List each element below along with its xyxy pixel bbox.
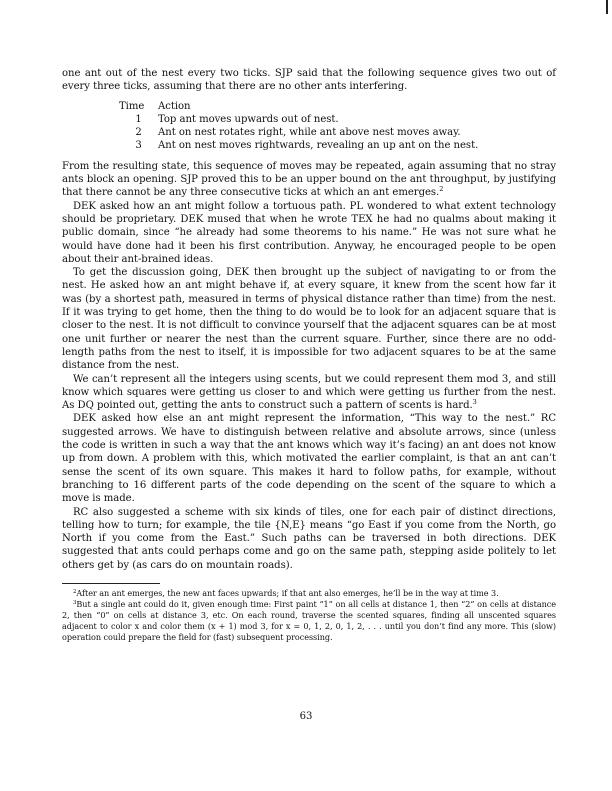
table-header-row (119, 100, 556, 113)
footnote-text: But a single ant could do it, given enough time: First paint “1” on all cells at distance 1, then “2” on cells at distance 2, then “0” on cells at distance 3, etc. On each round, traverse the scented squares, finding all unscented squares adjacent to color x and color them (x + 1) mod 3, for x = 0, 1, 2, 0, 1, 2, . . . until you don’t find any more. This (slow) operation could prepare the field for (fast) subsequent processing. (62, 598, 556, 642)
table-cell-time: 2 (135, 127, 142, 139)
intro-paragraph: one ant out of the nest every two ticks. SJP said that the following sequence gives two out of every three ticks, assuming that there are no other ants interfering. (62, 68, 556, 93)
table-cell-time: 3 (135, 140, 142, 152)
table-cell-action: Ant on nest rotates right, while ant above nest moves away. (158, 127, 461, 139)
table-row (119, 126, 556, 139)
paragraph-text: From the resulting state, this sequence of moves may be repeated, again assuming that no stray ants block an opening. SJP proved this to be an upper bound on the ant throughput, by justifying that there cannot be any three consecutive ticks at which an ant emerges. (62, 160, 556, 199)
footnote-ref-3: 3 (472, 398, 477, 407)
table-cell-time: 1 (135, 113, 142, 125)
page-number: 63 (299, 711, 313, 722)
paragraph-navigation: To get the discussion going, DEK then brought up the subject of navigating to or from the nest. He asked how an ant might behave if, at every square, it knew from the scent how far it was (by a shortest path, measured in terms of physical distance rather than time) from the nest. If it was trying to get home, then the thing to do would be to look for an adjacent square that is closer to the nest. It is not difficult to convince yourself that the adjacent squares can be at most one unit further or nearer the nest than the current square. Further, since there are no odd-length paths from the nest to itself, it is impossible for two adjacent squares to be at the same distance from the nest. (62, 267, 556, 372)
footnote-mark: 3 (73, 599, 77, 606)
footnote-rule (62, 583, 160, 584)
paragraph-arrows: DEK asked how else an ant might represent the information, “This way to the nest.” RC suggested arrows. We have to distinguish between relative and absolute arrows, since (unless the code is written in such a way that the ant knows which way it’s facing) an ant does not know up from down. A problem with this, which motivated the earlier complaint, is that an ant can’t sense the scent of its own square. This makes it hard to follow paths, for example, without branching to 16 different parts of the code depending on the scent of the square to which a move is made. (62, 413, 556, 505)
footnote-3 (62, 599, 556, 643)
page-body (62, 67, 556, 643)
paragraph-text: We can’t represent all the integers using scents, but we could represent them mod 3, and still know which squares were getting us closer to and which were getting us further from the nest. As DQ pointed out, getting the ants to construct such a pattern of scents is hard. (62, 373, 556, 412)
footnote-text: After an ant emerges, the new ant faces upwards; if that ant also emerges, he’ll be in the way at time 3. (76, 587, 499, 598)
table-header-time: Time (119, 100, 145, 112)
action-table (119, 100, 556, 153)
paragraph-scents (62, 373, 556, 413)
paragraph-tortuous-path: DEK asked how an ant might follow a tortuous path. PL wondered to what extent technology should be proprietary. DEK mused that when he wrote TEX he had no qualms about making it public domain, since “he already had some theorems to his name.” He was not sure what he would have done had it been his first contribution. Anyway, he encouraged people to be open about their ant-brained ideas. (62, 200, 556, 265)
paragraph-tiles: RC also suggested a scheme with six kinds of tiles, one for each pair of distinct directions, telling how to turn; for example, the tile {N,E} means “go East if you come from the North, go North if you come from the East.” Such paths can be traversed in both directions. DEK suggested that ants could perhaps come and go on the same path, stepping aside politely to let others get by (as cars do on mountain roads). (62, 506, 556, 571)
footnote-mark: 2 (73, 588, 77, 595)
footnote-2 (62, 588, 556, 599)
table-cell-action: Top ant moves upwards out of nest. (158, 113, 339, 125)
table-row (119, 113, 556, 126)
page-edge-mark (606, 0, 608, 14)
footnote-ref-2: 2 (439, 185, 444, 194)
table-header-action: Action (158, 100, 191, 112)
table-cell-action: Ant on nest moves rightwards, revealing an up ant on the nest. (158, 140, 479, 152)
footnotes (62, 588, 556, 643)
table-row (119, 139, 556, 152)
paragraph-throughput (62, 160, 556, 200)
